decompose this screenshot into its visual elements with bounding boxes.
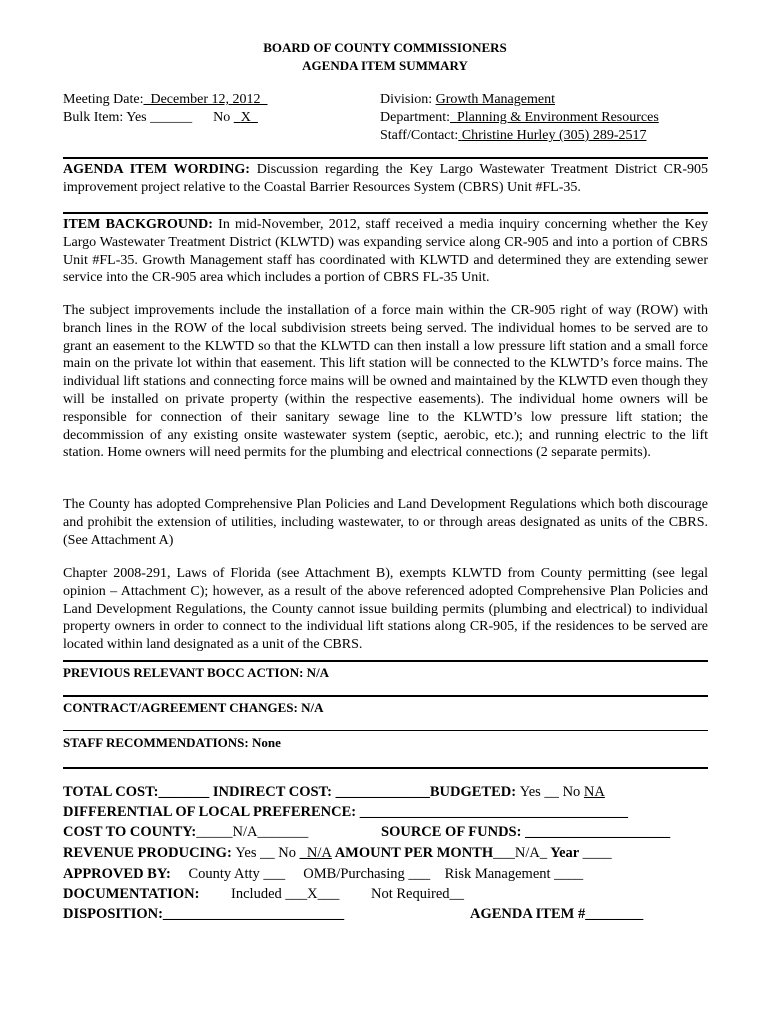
bulk-no-value: X xyxy=(240,110,251,125)
divider xyxy=(63,660,708,662)
agenda-item-number: AGENDA ITEM #________ xyxy=(470,906,644,922)
disposition: DISPOSITION:_________________________ xyxy=(63,906,345,922)
wording-text: Discussion regarding the Key Largo Wastewater Treatment District CR-905 improvement project relative to the Coastal Barrier Resources System (CBRS) Unit #FL-35. xyxy=(63,162,709,195)
divider xyxy=(63,157,708,159)
revenue-no: No _N/A xyxy=(278,845,332,861)
staff-contact-label: Staff/Contact: xyxy=(380,128,459,143)
cost-to-county-value: _____N/A_______ xyxy=(196,824,309,840)
divider xyxy=(63,730,708,731)
bulk-item-row xyxy=(63,110,258,126)
meeting-date-label: Meeting Date: xyxy=(63,92,144,107)
approved-by-row xyxy=(63,866,583,883)
meeting-date-value: December 12, 2012 xyxy=(150,92,261,107)
source-of-funds: SOURCE OF FUNDS: ____________________ xyxy=(381,824,671,840)
differential-row: DIFFERENTIAL OF LOCAL PREFERENCE: _____________________________________ xyxy=(63,804,628,820)
item-background-p4: Chapter 2008-291, Laws of Florida (see Attachment B), exempts KLWTD from County permitting (see legal opinion – Attachment C); however, as a result of the above referenced adopted Comprehensive Plan Policies and Land Development Regulations, the County cannot issue building permits (plumbing and electrical) to individual property owners in order to connect to the individual lift stations along CR-905, if the residences to be served are located within land designated as a unit of the CBRS. xyxy=(63,566,708,653)
approved-label: APPROVED BY: xyxy=(63,866,171,882)
divider xyxy=(63,212,708,214)
total-cost-row xyxy=(63,784,605,801)
summary-title: AGENDA ITEM SUMMARY xyxy=(302,58,468,73)
bulk-item-label: Bulk Item: Yes xyxy=(63,110,147,125)
item-background-p1 xyxy=(63,216,708,287)
previous-bocc-action: PREVIOUS RELEVANT BOCC ACTION: N/A xyxy=(63,665,330,680)
approved-items: County Atty ___ OMB/Purchasing ___ Risk Management ____ xyxy=(188,866,584,882)
wording-label: AGENDA ITEM WORDING: xyxy=(63,162,250,177)
total-indirect-cost: TOTAL COST:_______ INDIRECT COST: _____________ xyxy=(63,784,430,800)
background-label: ITEM BACKGROUND: xyxy=(63,217,213,232)
documentation-label: DOCUMENTATION: xyxy=(63,886,200,902)
bulk-yes-value: ______ xyxy=(150,110,193,125)
department-row xyxy=(380,110,659,126)
staff-contact-value: Christine Hurley (305) 289-2517 xyxy=(461,128,647,143)
revenue-yes: Yes __ xyxy=(235,845,275,861)
staff-recommendations: STAFF RECOMMENDATIONS: None xyxy=(63,735,281,750)
department-value: Planning & Environment Resources xyxy=(456,110,659,125)
cost-to-county-row xyxy=(63,824,308,841)
documentation-not-required-value: __ xyxy=(449,886,465,902)
amount-per-month-value: ___N/A_ xyxy=(493,845,548,861)
budgeted-no: No NA xyxy=(562,784,605,800)
division-label: Division: xyxy=(380,92,433,107)
division-value: Growth Management xyxy=(435,92,555,107)
meeting-date-row xyxy=(63,92,268,108)
revenue-producing-row xyxy=(63,845,612,862)
divider xyxy=(63,767,708,769)
item-background-p2: The subject improvements include the installation of a force main within the CR-905 right of way (ROW) with branch lines in the ROW of the local subdivision streets being served. The individual homes to be served are to grant an easement to the KLWTD so that the KLWTD can then install a low pressure lift station and a small force main on the private lot within that easement. This lift station will be connected to the KLWTD’s force mains. The individual lift stations and connecting force mains will be owned and maintained by the KLWTD even though they will be installed on private property (within the respective easements). The individual home owners will be responsible for connection of their sanitary sewage line to the KLWTD’s low pressure lift station; the decommission of any existing onsite wastewater system (septic, aerobic, etc.); and running electric to the lift station. Home owners will need permits for the plumbing and electrical connections (2 separate permits). xyxy=(63,303,708,461)
budgeted-label: BUDGETED: xyxy=(429,784,517,800)
divider xyxy=(63,695,708,697)
documentation-included: Included xyxy=(231,886,282,902)
documentation-included-value: ___X___ xyxy=(285,886,340,902)
amount-per-month-label: AMOUNT PER MONTH xyxy=(334,845,494,861)
agenda-item-wording xyxy=(63,161,708,197)
department-label: Department: xyxy=(380,110,450,125)
documentation-row xyxy=(63,886,464,903)
cost-to-county-label: COST TO COUNTY: xyxy=(63,824,197,840)
bulk-no-label: No xyxy=(213,110,231,125)
staff-contact-row xyxy=(380,128,647,144)
division-row xyxy=(380,92,555,108)
year-value: ____ xyxy=(582,845,612,861)
board-title: BOARD OF COUNTY COMMISSIONERS xyxy=(263,40,507,55)
item-background-p3: The County has adopted Comprehensive Plan Policies and Land Development Regulations which both discourage and prohibit the extension of utilities, including wastewater, to or through areas designated as units of the CBRS. (See Attachment A) xyxy=(63,497,708,548)
contract-agreement-changes: CONTRACT/AGREEMENT CHANGES: N/A xyxy=(63,700,324,715)
revenue-label: REVENUE PRODUCING: xyxy=(63,845,232,861)
documentation-not-required: Not Required xyxy=(371,886,450,902)
year-label: Year xyxy=(550,845,579,861)
background-p1-text: In mid-November, 2012, staff received a media inquiry concerning whether the Key Largo Wastewater Treatment District (KLWTD) was expanding service along CR-905 and into a portion of CBRS Unit #FL-35. Growth Management staff has coordinated with KLWTD and determined they are extending sewer service into the CR-905 area which includes a portion of CBRS FL-35 Unit. xyxy=(63,217,708,286)
budgeted-yes: Yes __ xyxy=(519,784,559,800)
